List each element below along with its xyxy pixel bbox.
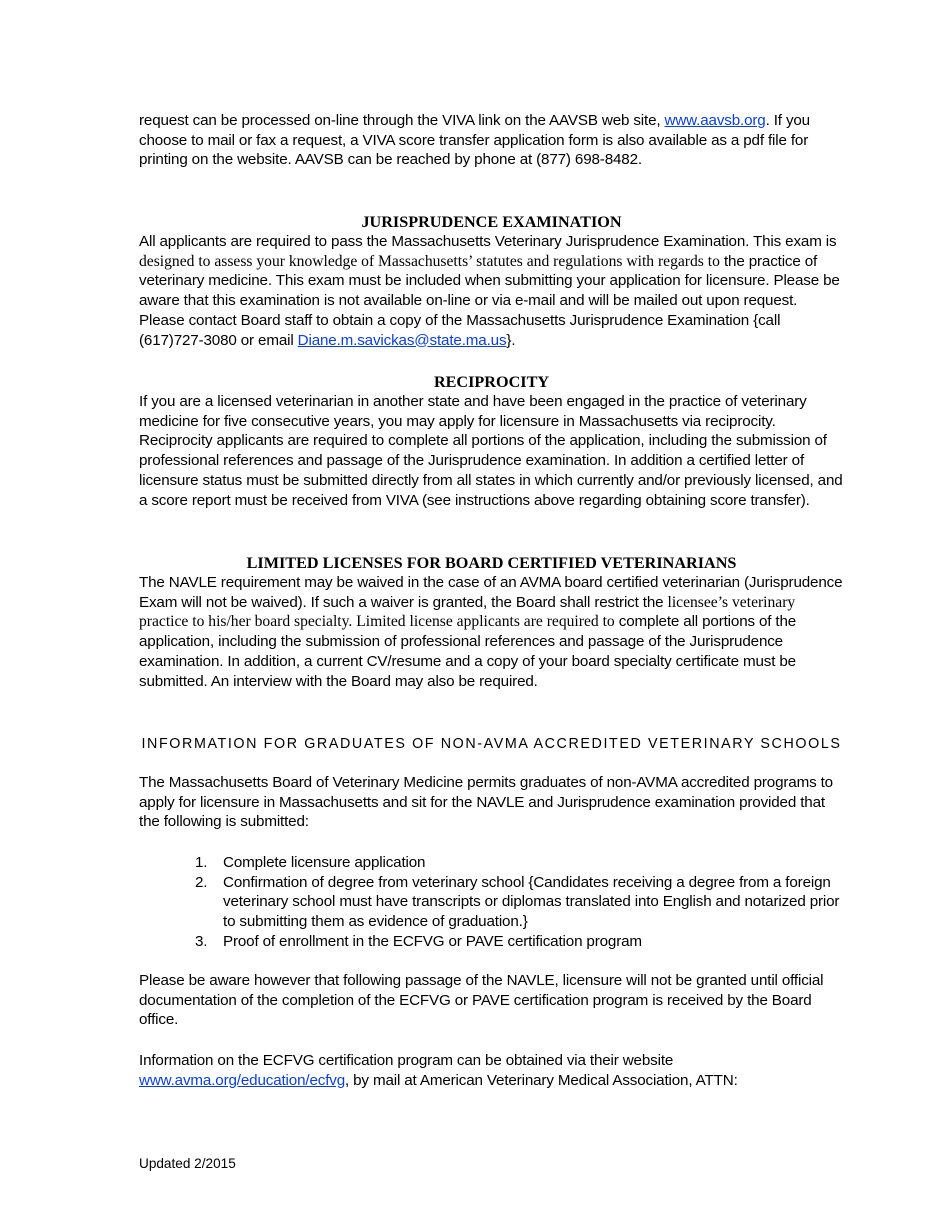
list-item-text: Complete licensure application [223,854,426,871]
ecfvg-info-text-2: , by mail at American Veterinary Medical Association, ATTN: [345,1071,738,1089]
ecfvg-info-paragraph [139,1051,844,1090]
jurisprudence-text-serif: designed to assess your knowledge of Massachusetts’ statutes and regulations with regards to [139,252,720,270]
jurisprudence-text-3: }. [506,331,516,349]
ecfvg-info-text-1: Information on the ECFVG certification program can be obtained via their website [139,1052,674,1069]
list-item-text: Proof of enrollment in the ECFVG or PAVE certification program [223,932,642,950]
ecfvg-link[interactable]: www.avma.org/education/ecfvg [139,1071,345,1089]
intro-paragraph [139,111,844,170]
email-link[interactable]: Diane.m.savickas@state.ma.us [297,331,507,349]
list-item-text: Confirmation of degree from veterinary school {Candidates receiving a degree from a foreign veterinary school must have transcripts or diplomas translated into English and notarized prior to submitting them as evidence of graduation.} [223,873,840,931]
limited-text-2: complete all portions of the application, including the submission of professional references and passage of the Jurisprudence examination. In addition, a current CV/resume and a copy of your board specialty certificate must be submitted. An interview with the Board may also be required. [139,613,797,690]
list-item-number: 1. [195,854,208,871]
jurisprudence-paragraph [139,232,844,350]
jurisprudence-text-2: the practice of veterinary medicine. This exam must be included when submitting your application for licensure. Please be aware that this examination is not available on-line or via e-mail and will be mailed out upon request. Please contact Board staff to obtain a copy of the Massachusetts Jurisprudence Examination {call (617)727-3080 or email [139,252,840,349]
limited-text-serif: licensee’s veterinary practice to his/her board specialty. Limited license applicants are required to [139,593,796,631]
notice-paragraph: Please be aware however that following passage of the NAVLE, licensure will not be granted until official documentation of the completion of the ECFVG or PAVE certification program is received by the Board office. [139,972,824,1029]
non-avma-heading: INFORMATION FOR GRADUATES OF NON-AVMA ACCREDITED VETERINARY SCHOOLS [141,736,842,752]
limited-text-1: The NAVLE requirement may be waived in the case of an AVMA board certified veterinarian (Jurisprudence Exam will not be waived). If such a waiver is granted, the Board shall restrict the [139,574,843,611]
list-item [139,853,844,873]
jurisprudence-heading: JURISPRUDENCE EXAMINATION [361,213,622,231]
reciprocity-heading: RECIPROCITY [433,373,550,391]
intro-text-1: request can be processed on-line through the VIVA link on the AAVSB web site, [139,112,665,129]
intro-text-2: . If you choose to mail or fax a request, a VIVA score transfer application form is also available as a pdf file for printing on the website. AAVSB can be reached by phone at (877) 698-8482. [139,112,810,169]
list-item [139,932,844,952]
list-item [139,873,844,932]
limited-license-heading: LIMITED LICENSES FOR BOARD CERTIFIED VETERINARIANS [246,554,737,572]
requirements-list [139,853,844,952]
updated-footer: Updated 2/2015 [139,1156,236,1171]
list-item-number: 2. [195,873,208,891]
jurisprudence-text-1: All applicants are required to pass the Massachusetts Veterinary Jurisprudence Examination. This exam is [139,233,837,250]
non-avma-paragraph: The Massachusetts Board of Veterinary Medicine permits graduates of non-AVMA accredited programs to apply for licensure in Massachusetts and sit for the NAVLE and Jurisprudence examination provided that the following is submitted: [139,774,833,831]
reciprocity-paragraph: If you are a licensed veterinarian in another state and have been engaged in the practice of veterinary medicine for five consecutive years, you may apply for licensure in Massachusetts via reciprocity. Reciprocity applicants are required to complete all portions of the application, including the submission of professional references and passage of the Jurisprudence examination. In addition a certified letter of licensure status must be submitted directly from all states in which currently and/or previously licensed, and a score report must be received from VIVA (see instructions above regarding obtaining score transfer). [139,393,843,509]
aavsb-link[interactable]: www.aavsb.org [664,112,766,129]
limited-license-paragraph [139,573,844,691]
list-item-number: 3. [195,932,208,950]
